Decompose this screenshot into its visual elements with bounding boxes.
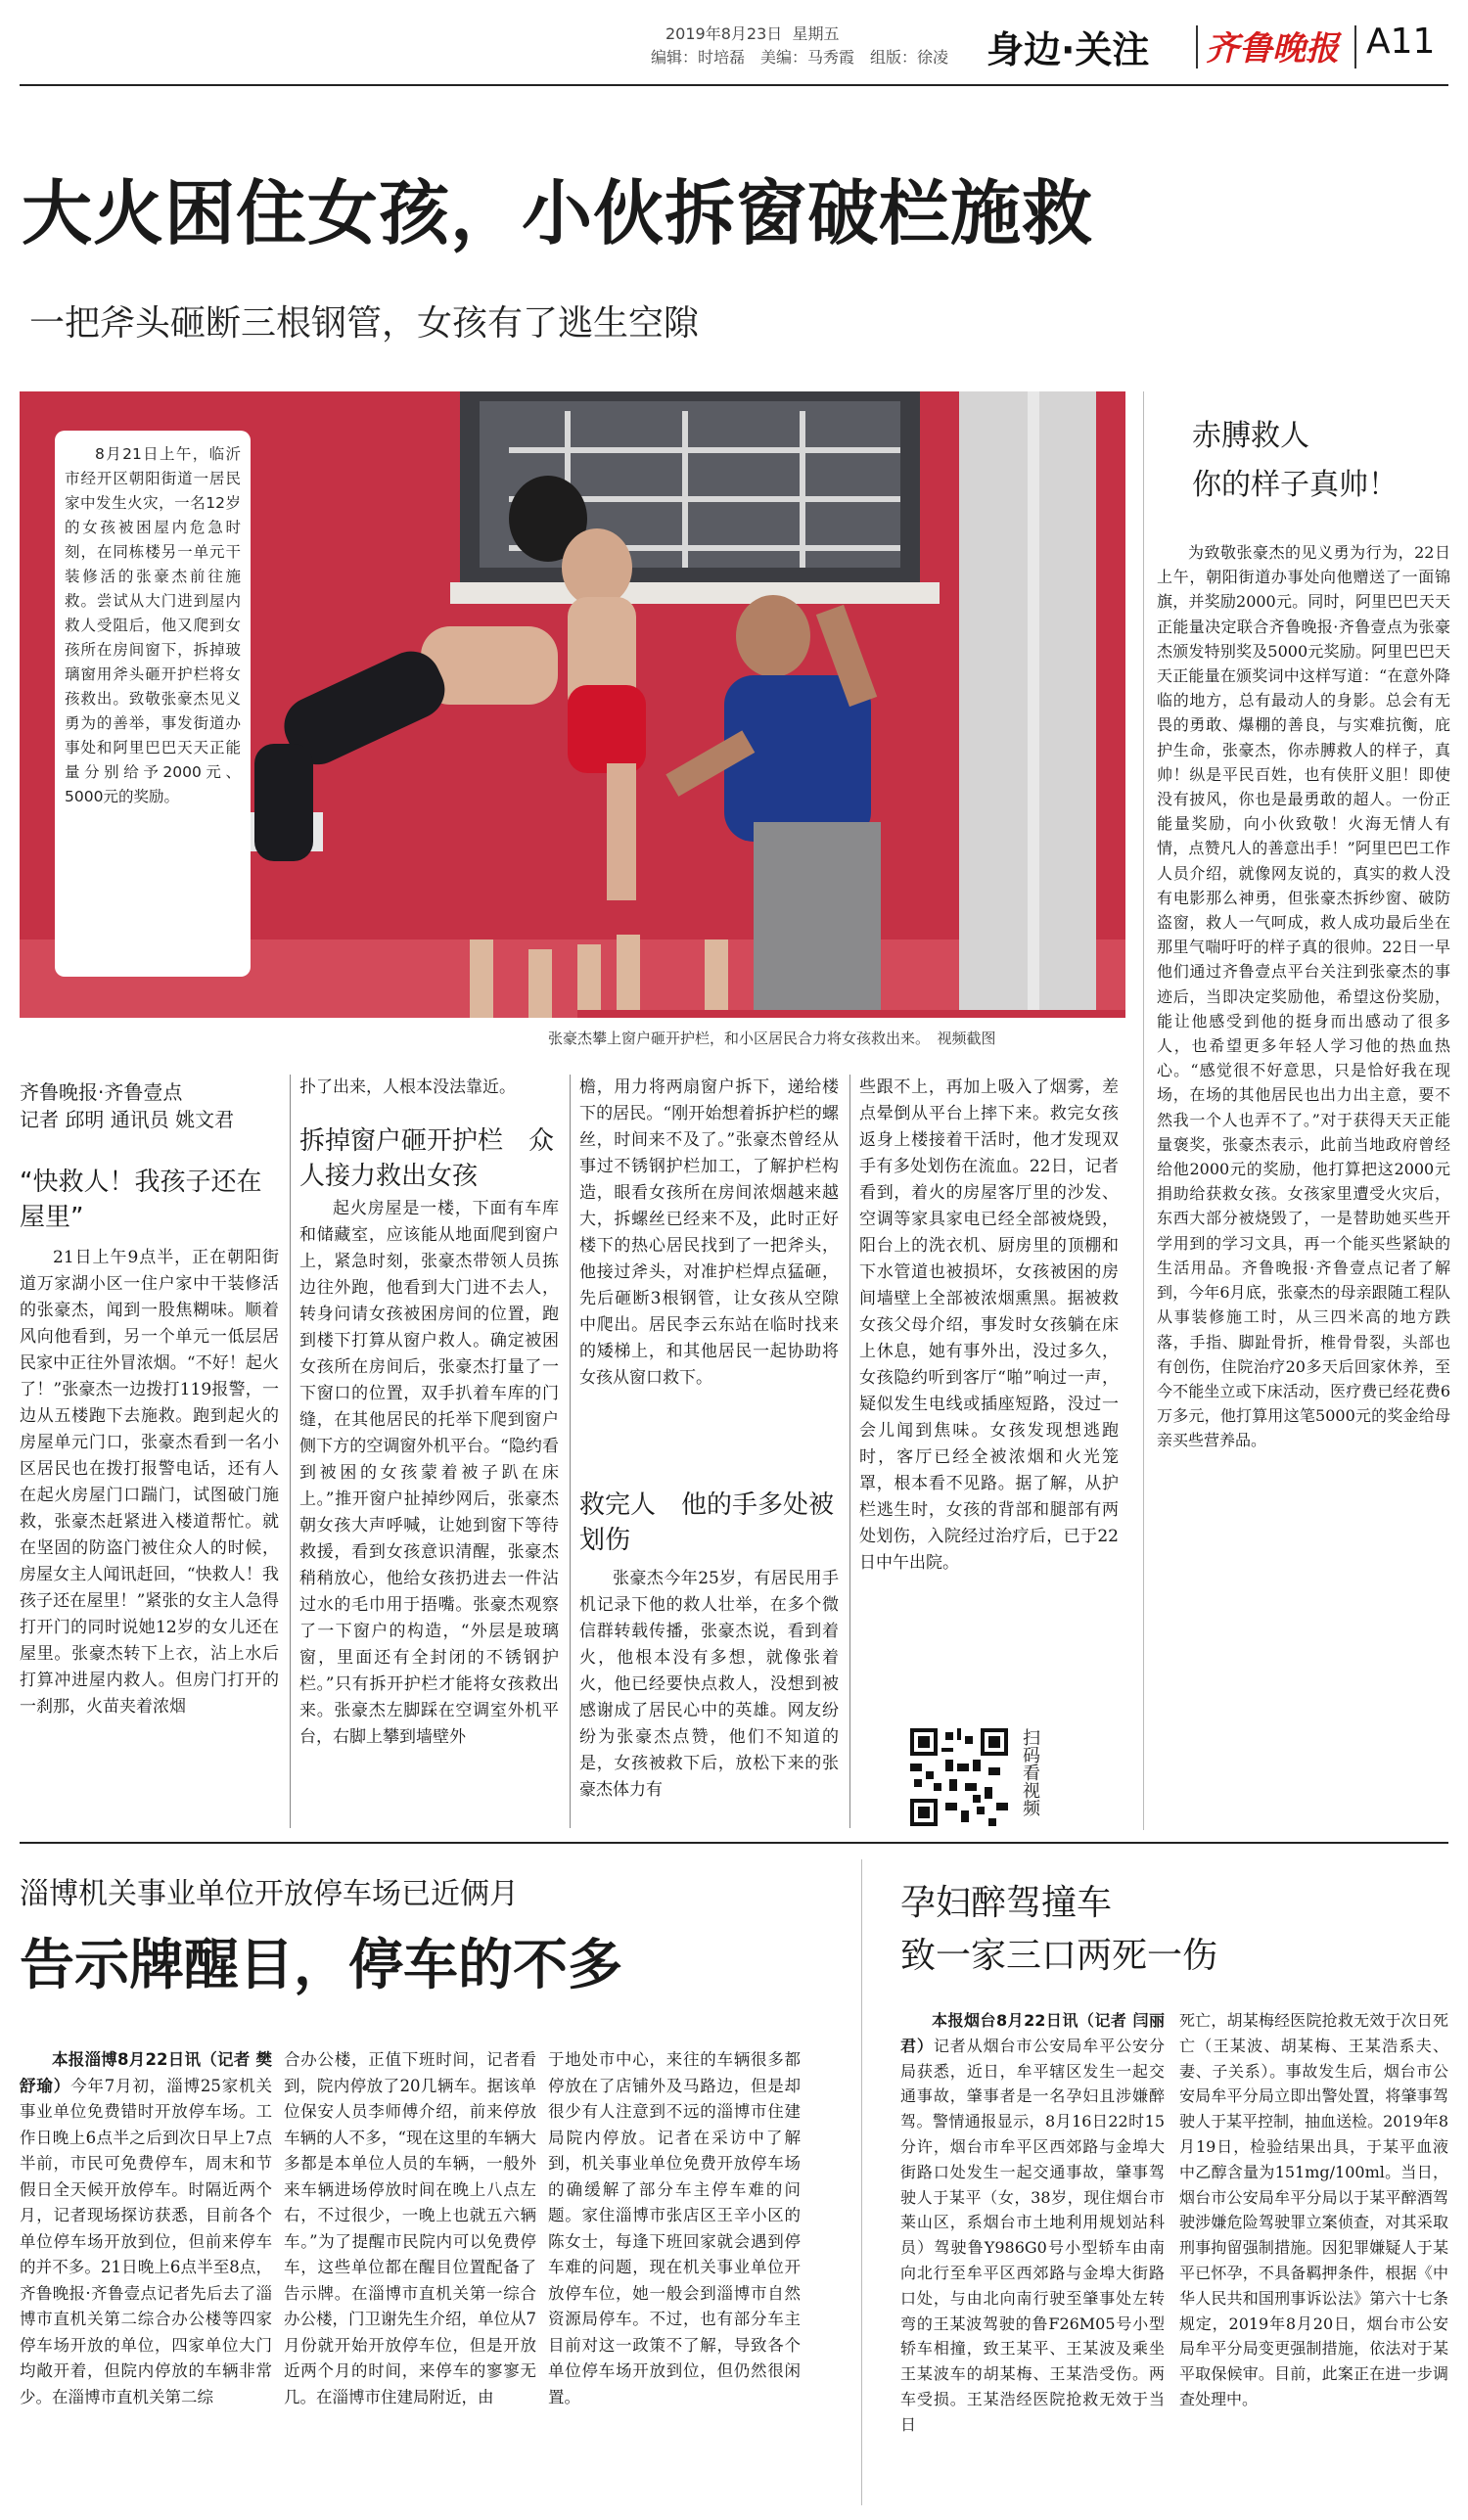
story2-column-3-text: 于地处市中心，来往的车辆很多都停放在了店铺外及马路边，但是却很少有人注意到不远的淄博市住建局院内停放。记者在采访中了解到，机关事业单位免费开放停车场的确缓解了部分车主停车难的问题。家住淄博市张店区王辛小区的陈女士，每逢下班回家就会遇到停车难的问题，现在机关事业单位开放停车位，她一般会到淄博市自然资源局停车。不过，也有部分车主目前对这一政策不了解，导致各个单位停车场开放到位，但仍然很闲置。 xyxy=(548,2050,801,2406)
qr-label: 扫码看视频 xyxy=(1020,1728,1040,1816)
lead-column-3 xyxy=(579,1075,839,1488)
lead-column-1-text: 21日上午9点半，正在朝阳街道万家湖小区一住户家中干装修活的张豪杰，闻到一股焦糊味。顺着风向他看到，另一个单元一低层居民家中正往外冒浓烟。“不好！起火了！”张豪杰一边拨打119报警，一边从五楼跑下去施救。跑到起火的房屋单元门口，张豪杰看到一名小区居民也在拨打报警电话，还有人在起火房屋门口踹门，试图破门施救，张豪杰赶紧进入楼道帮忙。就在坚固的防盗门被住众人的时候，房屋女主人闻讯赶回，“快救人！我孩子还在屋里！”紧张的女主人急得打开门的同时说她12岁的女儿还在屋里。张豪杰转下上衣，沾上水后打算冲进屋内救人。但房门打开的一刹那，火苗夹着浓烟 xyxy=(20,1248,279,1717)
lead-column-3b xyxy=(579,1566,839,1828)
story2-column-1-para xyxy=(20,2047,272,2410)
lead-column-4-text: 些跟不上，再加上吸入了烟雾，差点晕倒从平台上摔下来。救完女孩返身上楼接着干活时，他才发现双手有多处划伤在流血。22日，记者看到，着火的房屋客厅里的沙发、空调等家具家电已经全部被烧毁，阳台上的洗衣机、厨房里的顶棚和下水管道也被损坏，女孩被困的房间墙壁上全部被浓烟熏黑。据被救女孩父母介绍，事发时女孩躺在床上休息，她有事外出，没过多久，女孩隐约听到客厅“啪”响过一声，疑似发生电线或插座短路，没过一会儿闻到焦味。女孩发现想逃跑时，客厅已经全被浓烟和火光笼罩，根本看不见路。据了解，从护栏逃生时，女孩的背部和腿部有两处划伤，入院经过治疗后，已于22日中午出院。 xyxy=(859,1077,1119,1573)
story3-headline-1: 孕妇醉驾撞车 xyxy=(900,1883,1113,1923)
side-column-text: 为致敬张豪杰的见义勇为行为，22日上午，朝阳街道办事处向他赠送了一面锦旗，并奖励2000元。同时，阿里巴巴天天正能量决定联合齐鲁晚报·齐鲁壹点为张豪杰颁发特别奖及5000元奖励。阿里巴巴天天正能量在颁奖词中这样写道：“在意外降临的地方，总有最动人的身影。总会有无畏的勇敢、爆棚的善良，与实难抗衡，庇护生命，张豪杰，你赤膊救人的样子，真帅！纵是平民百姓，也有侠肝义胆！即使没有披风，你也是最勇敢的超人。一份正能量奖励，向小伙致敬！火海无情人有情，点赞凡人的善意出手！”阿里巴巴工作人员介绍，就像网友说的，真实的救人没有电影那么神勇，但张豪杰拆纱窗、破防盗窗，救人一气呵成，救人成功最后坐在那里气喘吁吁的样子真的很帅。22日一早他们通过齐鲁壹点平台关注到张豪杰的事迹后，当即决定奖励他，希望这份奖励，能让他感受到他的挺身而出感动了很多人，也希望更多年轻人学习他的热血热心。“感觉很不好意思，只是恰好我在现场，在场的其他居民也出力出主意，要不然我一个人也弄不了。”对于获得天天正能量褒奖，张豪杰表示，此前当地政府曾经给他2000元的奖励，他打算把这2000元捐助给获救女孩。女孩家里遭受火灾后，东西大部分被烧毁了，一是替助她买些开学用到的学习文具，再一个能买些紧缺的生活用品。齐鲁晚报·齐鲁壹点记者了解到，今年6月底，张豪杰的母亲跟随工程队从事装修施工时，从三四米高的地方跌落，手指、脚趾骨折，椎骨骨裂，头部也有创伤，住院治疗20多天后回家休养，至今不能坐立或下床活动，医疗费已经花费6万多元，他打算用这笔5000元的奖金给母亲买些营养品。 xyxy=(1157,543,1450,1450)
story3-lead: 本报烟台8月22日讯（记者 闫丽君） xyxy=(900,2011,1165,2055)
subhead-1: “快救人！我孩子还在屋里” xyxy=(20,1168,262,1232)
story2-column-3 xyxy=(548,2047,801,2507)
column-divider xyxy=(570,1075,571,1828)
story-divider xyxy=(861,1859,862,2505)
story3-column-1-para xyxy=(900,2008,1165,2438)
weekday-text: 星期五 xyxy=(792,24,840,43)
story2-column-1 xyxy=(20,2047,272,2507)
lead-column-2a-text: 扑了出来，人根本没法靠近。 xyxy=(299,1077,516,1097)
side-title-2: 你的样子真帅！ xyxy=(1192,468,1398,502)
photo-note: 8月21日上午，临沂市经开区朝阳街道一居民家中发生火灾，一名12岁的女孩被困屋内危急时刻，在同栋楼另一单元干装修活的张豪杰前往施救。尝试从大门进到屋内救人受阻后，他又爬到女孩所在房间窗下，拆掉玻璃窗用斧头砸开护栏将女孩救出。致敬张豪杰见义勇为的善举，事发街道办事处和阿里巴巴天天正能量分别给予2000元、5000元的奖励。 xyxy=(65,445,241,805)
column-divider xyxy=(290,1075,291,1828)
story2-column-1-text: 今年7月初，淄博25家机关事业单位免费错时开放停车场。工作日晚上6点半之后到次日早上7点半前，市民可免费停车，周末和节假日全天候开放停车。时隔近两个月，记者现场探访获悉，目前各个单位停车场开放到位，但前来停车的并不多。21日晚上6点半至8点，齐鲁晚报·齐鲁壹点记者先后去了淄博市直机关第二综合办公楼等四家停车场开放的单位，四家单位大门均敞开着，但院内停放的车辆非常少。在淄博市直机关第二综 xyxy=(20,2076,272,2406)
lead-column-3-text: 檐，用力将两扇窗户拆下，递给楼下的居民。“刚开始想着拆护栏的螺丝，时间来不及了。”张豪杰曾经从事过不锈钢护栏加工，了解护栏构造，眼看女孩所在房间浓烟越来越大，拆螺丝已经来不及，此时正好楼下的热心居民找到了一把斧头，他接过斧头，对准护栏焊点猛砸，先后砸断3根钢管，让女孩从空隙中爬出。居民李云东站在临时找来的矮梯上，和其他居民一起协助将女孩从窗口救下。 xyxy=(579,1077,839,1388)
header-date xyxy=(665,22,839,44)
side-divider xyxy=(1143,391,1144,1830)
lead-column-2b xyxy=(299,1196,559,1830)
story2-lead: 本报淄博8月22日讯（记者 樊舒瑜） xyxy=(20,2050,272,2095)
story3-column-2 xyxy=(1179,2008,1448,2507)
header-divider-2 xyxy=(1354,25,1356,69)
byline-source: 齐鲁晚报·齐鲁壹点 xyxy=(20,1080,183,1104)
page-number: A11 xyxy=(1366,22,1436,62)
byline-reporters: 记者 邱明 通讯员 姚文君 xyxy=(20,1108,235,1131)
story2-headline: 告示牌醒目，停车的不多 xyxy=(20,1934,622,1997)
story2-column-2 xyxy=(284,2047,536,2507)
photo-caption: 张豪杰攀上窗户砸开护栏，和小区居民合力将女孩救出来。 视频截图 xyxy=(548,1030,996,1047)
photo-note-box xyxy=(55,431,251,977)
qr-code[interactable] xyxy=(910,1728,1008,1826)
section-name: 身边·关注 xyxy=(986,28,1150,71)
story-separator xyxy=(20,1842,1448,1844)
paper-logo: 齐鲁晚报 xyxy=(1206,29,1339,69)
header-divider-1 xyxy=(1196,25,1198,69)
lead-column-1 xyxy=(20,1245,279,1832)
header-editors: 编辑：时培磊 美编：马秀霞 组版：徐凌 xyxy=(651,48,949,67)
lead-column-2a xyxy=(299,1075,559,1102)
side-column xyxy=(1157,540,1450,1828)
qr-code-icon xyxy=(910,1728,1008,1826)
column-divider xyxy=(849,1075,850,1828)
lead-column-4 xyxy=(859,1075,1119,1720)
story3-column-1 xyxy=(900,2008,1165,2507)
story3-column-2-text: 死亡，胡某梅经医院抢救无效于次日死亡（王某波、胡某梅、王某浩系夫、妻、子关系）。事故发生后，烟台市公安局牟平分局立即出警处置，将肇事驾驶人于某平控制，抽血送检。2019年8月19日，检验结果出具，于某平血液中乙醇含量为151mg/100ml。当日，烟台市公安局牟平分局以于某平醉酒驾驶涉嫌危险驾驶罪立案侦查，对其采取刑事拘留强制措施。因犯罪嫌疑人于某平已怀孕，不具备羁押条件，根据《中华人民共和国刑事诉讼法》第六十七条规定，2019年8月20日，烟台市公安局牟平分局变更强制措施，依法对于某平取保候审。目前，此案正在进一步调查处理中。 xyxy=(1179,2011,1448,2408)
story2-column-2-text: 合办公楼，正值下班时间，记者看到，院内停放了20几辆车。据该单位保安人员李师傅介绍，前来停放车辆的人不多，“现在这里的车辆大多都是本单位人员的车辆，一般外来车辆进场停放时间在晚上八点左右，不过很少，一晚上也就五六辆车。”为了提醒市民院内可以免费停车，这些单位都在醒目位置配备了告示牌。在淄博市直机关第一综合办公楼，门卫谢先生介绍，单位从7月份就开始开放停车位，但是开放近两个月的时间，来停车的寥寥无几。在淄博市住建局附近，由 xyxy=(284,2050,536,2406)
lead-headline: 大火困住女孩，小伙拆窗破栏施救 xyxy=(22,172,1094,254)
lead-column-2b-text: 起火房屋是一楼，下面有车库和储藏室，应该能从地面爬到窗户上，紧急时刻，张豪杰带领人员拣边往外跑，他看到大门进不去人，转身问请女孩被困房间的位置，跑到楼下打算从窗户救人。确定被困女孩所在房间后，张豪杰打量了一下窗口的位置，双手扒着车库的门缝，在其他居民的托举下爬到窗户侧下方的空调窗外机平台。“隐约看到被困的女孩蒙着被子趴在床上。”推开窗户扯掉纱网后，张豪杰朝女孩大声呼喊，让她到窗下等待救援，看到女孩意识清醒，张豪杰稍稍放心，他给女孩扔进去一件沾过水的毛巾用于捂嘴。张豪杰观察了一下窗户的构造，“外层是玻璃窗，里面还有全封闭的不锈钢护栏。”只有拆开护栏才能将女孩救出来。张豪杰左脚踩在空调室外机平台，右脚上攀到墙壁外 xyxy=(299,1199,559,1747)
header-rule xyxy=(20,84,1448,86)
story2-kicker: 淄博机关事业单位开放停车场已近俩月 xyxy=(20,1877,519,1911)
story3-headline-2: 致一家三口两死一伤 xyxy=(900,1936,1218,1976)
story3-column-1-text: 记者从烟台市公安局牟平公安分局获悉，近日，牟平辖区发生一起交通事故，肇事者是一名孕妇且涉嫌醉驾。警情通报显示，8月16日22时15分许，烟台市牟平区西郊路与金埠大街路口处发生一起交通事故，肇事驾驶人于某平（女，38岁，现住烟台市莱山区，系烟台市土地利用规划站科员）驾驶鲁Y986G0号小型轿车由南向北行至牟平区西郊路与金埠大街路口处，与由北向南行驶至肇事处左转弯的王某波驾驶的鲁F26M05号小型轿车相撞，致王某平、王某波及乘坐王某波车的胡某梅、王某浩受伤。两车受损。王某浩经医院抢救无效于当日 xyxy=(900,2036,1165,2434)
side-title-1: 赤膊救人 xyxy=(1192,419,1309,453)
subhead-3: 救完人 他的手多处被划伤 xyxy=(579,1490,835,1555)
lead-subhead: 一把斧头砸断三根钢管，女孩有了逃生空隙 xyxy=(29,303,700,344)
date-text: 2019年8月23日 xyxy=(665,24,783,43)
lead-column-3b-text: 张豪杰今年25岁，有居民用手机记录下他的救人壮举，在多个微信群转载传播，张豪杰说，看到着火，他根本没有多想，就像张着火，他已经要快点救人，没想到被感谢成了居民心中的英雄。网友纷纷为张豪杰点赞，他们不知道的是，女孩被救下后，放松下来的张豪杰体力有 xyxy=(579,1569,839,1800)
subhead-2: 拆掉窗户砸开护栏 众人接力救出女孩 xyxy=(299,1126,555,1191)
